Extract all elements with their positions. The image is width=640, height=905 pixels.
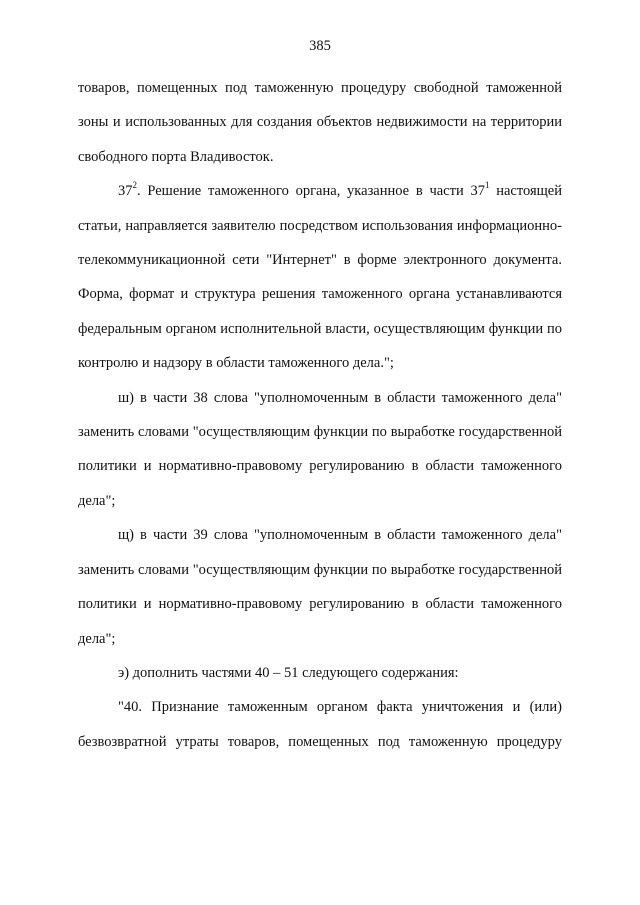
part-number: 37 bbox=[118, 183, 133, 200]
paragraph-40: "40. Признание таможенным органом факта уничтожения и (или) безвозвратной утраты товаров, помещенных под таможенную процедуру bbox=[78, 699, 562, 750]
reference-superscript: 1 bbox=[484, 180, 490, 191]
paragraph-e: э) дополнить частями 40 – 51 следующего содержания: bbox=[118, 664, 459, 681]
page-number: 385 bbox=[309, 38, 331, 54]
document-body bbox=[78, 71, 562, 759]
paragraph-37-2 bbox=[78, 174, 562, 380]
paragraph-shch: щ) в части 39 слова "уполномоченным в области таможенного дела" заменить словами "осуществляющим функции по выработке государственной политики и нормативно-правовому регулированию в области таможенного дела"; bbox=[78, 527, 562, 647]
paragraph-sh: ш) в части 38 слова "уполномоченным в области таможенного дела" заменить словами "осуществляющим функции по выработке государственной политики и нормативно-правовому регулированию в области таможенного дела"; bbox=[78, 389, 562, 509]
paragraph-text: . Решение таможенного органа, указанное в части 37 bbox=[137, 183, 485, 200]
paragraph-text: настоящей статьи, направляется заявителю посредством использования информационно-телекоммуникационной сети "Интернет" в форме электронного документа. Форма, формат и структура решения таможенного органа устанавливаются федеральным органом исполнительной власти, осуществляющим функции по контролю и надзору в области таможенного дела."; bbox=[78, 183, 562, 372]
part-number-superscript: 2 bbox=[132, 180, 137, 191]
paragraph-continuation: товаров, помещенных под таможенную процедуру свободной таможенной зоны и использованных для создания объектов недвижимости на территории свободного порта Владивосток. bbox=[78, 80, 562, 165]
